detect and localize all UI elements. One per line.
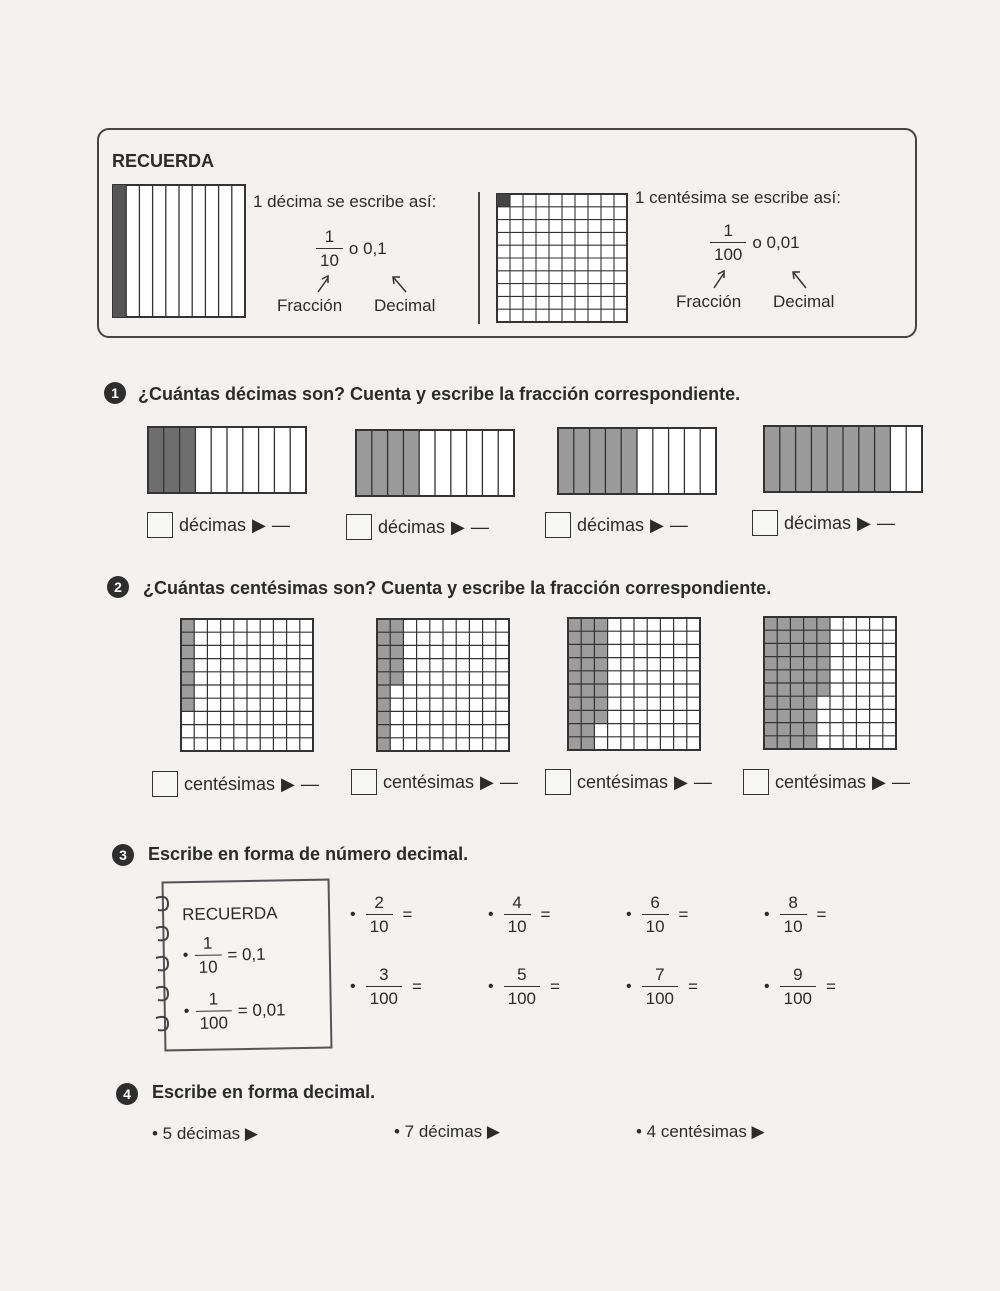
decimas-answer-row bbox=[147, 512, 290, 538]
shaded-hundredth bbox=[581, 697, 594, 710]
fraction-exercise-item bbox=[488, 894, 600, 935]
tenths-bar bbox=[557, 427, 717, 495]
exercise4-item-2: • 7 décimas ▶ bbox=[394, 1122, 500, 1141]
decimas-answer-row bbox=[545, 512, 688, 538]
shaded-hundredth bbox=[568, 710, 581, 723]
shaded-tenth bbox=[558, 428, 574, 494]
decimal-answer-blank[interactable] bbox=[846, 977, 886, 997]
shaded-hundredth bbox=[181, 672, 194, 685]
decima-fraction-group bbox=[316, 228, 387, 269]
decimal-answer-blank[interactable] bbox=[422, 905, 462, 925]
shaded-hundredth bbox=[804, 683, 817, 696]
shaded-hundredth bbox=[777, 657, 790, 670]
hundredths-grid bbox=[567, 617, 701, 751]
shaded-hundredth bbox=[764, 709, 777, 722]
exercise2-number: 2 bbox=[107, 576, 129, 598]
shaded-hundredth bbox=[594, 618, 607, 631]
shaded-tenth bbox=[780, 426, 796, 492]
answer-input-box[interactable] bbox=[351, 769, 377, 795]
shaded-hundredth bbox=[777, 643, 790, 656]
bullet: • bbox=[488, 905, 494, 923]
arrow-icon: ▶ bbox=[650, 514, 664, 535]
shaded-hundredth bbox=[817, 657, 830, 670]
shaded-tenth bbox=[388, 430, 404, 496]
shaded-hundredth bbox=[764, 670, 777, 683]
bullet: • bbox=[488, 977, 494, 995]
fraction-exercise-item bbox=[626, 894, 738, 935]
note-line1 bbox=[182, 934, 266, 976]
decimal-answer-blank[interactable] bbox=[432, 977, 472, 997]
shaded-hundredth bbox=[581, 631, 594, 644]
decima-model bbox=[112, 184, 246, 318]
bullet: • bbox=[182, 946, 189, 964]
answer-input-box[interactable] bbox=[545, 769, 571, 795]
shaded-tenth bbox=[403, 430, 419, 496]
tenths-bar bbox=[763, 425, 923, 493]
arrow-icon: ▶ bbox=[480, 771, 494, 792]
fraction-answer-blank[interactable]: — bbox=[876, 512, 895, 533]
fraction: $\frac{5}{100}$ bbox=[504, 966, 540, 1007]
shaded-hundredth bbox=[377, 619, 390, 632]
shaded-hundredth bbox=[181, 659, 194, 672]
shaded-tenth bbox=[843, 426, 859, 492]
shaded-hundredth bbox=[804, 630, 817, 643]
shaded-hundredth bbox=[377, 738, 390, 751]
shaded-hundredth bbox=[777, 709, 790, 722]
fraction: $\frac{4}{10}$ bbox=[504, 894, 531, 935]
centesima-caption: 1 centésima se escribe así: bbox=[635, 188, 841, 207]
shaded-hundredth bbox=[581, 658, 594, 671]
decimal-answer-blank[interactable] bbox=[708, 977, 748, 997]
unit-label: décimas bbox=[784, 512, 852, 533]
shaded-hundredth bbox=[790, 683, 803, 696]
arrow-icon: ▶ bbox=[857, 512, 871, 533]
centesimas-answer-row bbox=[351, 769, 518, 795]
centesimas-answer-row bbox=[152, 771, 319, 797]
shaded-hundredth bbox=[568, 737, 581, 750]
shaded-hundredth bbox=[390, 672, 403, 685]
shaded-hundredth bbox=[790, 723, 803, 736]
shaded-hundredth bbox=[377, 672, 390, 685]
shaded-hundredth bbox=[594, 658, 607, 671]
shaded-hundredth bbox=[804, 723, 817, 736]
shaded-hundredth bbox=[804, 709, 817, 722]
shaded-hundredth bbox=[568, 631, 581, 644]
exercise4-number: 4 bbox=[116, 1083, 138, 1105]
recuerda-divider bbox=[478, 192, 480, 324]
answer-input-box[interactable] bbox=[152, 771, 178, 797]
shaded-hundredth bbox=[181, 632, 194, 645]
fraction: $\frac{3}{100}$ bbox=[366, 966, 402, 1007]
shaded-hundredth bbox=[790, 696, 803, 709]
spiral-binding-icon bbox=[152, 890, 174, 1040]
exercise4-title: Escribe en forma decimal. bbox=[152, 1082, 376, 1102]
shaded-hundredth bbox=[581, 724, 594, 737]
shaded-hundredth bbox=[581, 710, 594, 723]
fraction-answer-blank[interactable]: — bbox=[499, 771, 518, 792]
shaded-hundredth bbox=[804, 736, 817, 749]
bullet: • bbox=[764, 905, 770, 923]
equals-sign: = bbox=[825, 976, 836, 996]
shaded-hundredth bbox=[790, 736, 803, 749]
decima-caption: 1 décima se escribe así: bbox=[253, 192, 437, 211]
decima-arrows bbox=[310, 272, 420, 294]
shaded-hundredth bbox=[804, 643, 817, 656]
equals-sign: = bbox=[678, 904, 689, 924]
hundredths-grid bbox=[376, 618, 510, 752]
arrow-icon: ▶ bbox=[252, 514, 266, 535]
shaded-hundredth bbox=[764, 683, 777, 696]
decimal-answer-blank[interactable] bbox=[698, 905, 738, 925]
shaded-hundredth bbox=[594, 710, 607, 723]
shaded-hundredth bbox=[568, 724, 581, 737]
decima-label-fraction: Fracción bbox=[277, 296, 343, 315]
shaded-hundredth bbox=[790, 617, 803, 630]
shaded-hundredth bbox=[568, 697, 581, 710]
shaded-hundredth bbox=[594, 684, 607, 697]
fraction-exercise-item bbox=[626, 966, 748, 1007]
shaded-hundredth bbox=[804, 670, 817, 683]
shaded-hundredth bbox=[777, 696, 790, 709]
shaded-hundredth bbox=[804, 657, 817, 670]
recuerda-title: RECUERDA bbox=[112, 151, 215, 171]
shaded-hundredth bbox=[390, 645, 403, 658]
shaded-hundredth bbox=[764, 630, 777, 643]
shaded-hundredth bbox=[594, 697, 607, 710]
shaded-hundredth bbox=[581, 618, 594, 631]
shaded-tenth bbox=[180, 427, 196, 493]
shaded-hundredth bbox=[377, 725, 390, 738]
arrow-icon: ▶ bbox=[872, 771, 886, 792]
shaded-tenth bbox=[811, 426, 827, 492]
shaded-hundredth bbox=[594, 631, 607, 644]
centesima-arrows bbox=[706, 266, 816, 290]
shaded-hundredth bbox=[777, 683, 790, 696]
fraction-answer-blank[interactable]: — bbox=[470, 516, 489, 537]
tenths-bar bbox=[147, 426, 307, 494]
shaded-hundredth bbox=[804, 696, 817, 709]
shaded-tenth bbox=[148, 427, 164, 493]
shaded-hundredth bbox=[377, 685, 390, 698]
answer-input-box[interactable] bbox=[147, 512, 173, 538]
shaded-hundredth bbox=[764, 736, 777, 749]
shaded-tenth bbox=[621, 428, 637, 494]
fraction-answer-blank[interactable]: — bbox=[271, 514, 290, 535]
fraction: $\frac{7}{100}$ bbox=[642, 966, 678, 1007]
hundredths-grid bbox=[763, 616, 897, 750]
shaded-tenth bbox=[574, 428, 590, 494]
shaded-hundredth bbox=[594, 671, 607, 684]
shaded-hundredth bbox=[568, 644, 581, 657]
centesima-model bbox=[496, 193, 628, 323]
shaded-hundredth bbox=[181, 619, 194, 632]
shaded-hundredth bbox=[777, 617, 790, 630]
recuerda-note-card bbox=[162, 879, 333, 1052]
bullet: • bbox=[764, 977, 770, 995]
decimal-answer-blank[interactable] bbox=[836, 905, 876, 925]
fraction-answer-blank[interactable]: — bbox=[300, 773, 319, 794]
fraction-exercise-item bbox=[764, 894, 876, 935]
decimal-answer-blank[interactable] bbox=[560, 905, 600, 925]
arrow-icon: ▶ bbox=[674, 771, 688, 792]
shaded-hundredth bbox=[804, 617, 817, 630]
shaded-hundredth bbox=[377, 711, 390, 724]
shaded-hundredth bbox=[764, 723, 777, 736]
exercise3-title: Escribe en forma de número decimal. bbox=[148, 844, 469, 864]
centesima-label-fraction: Fracción bbox=[676, 292, 742, 311]
exercise4-item-3: • 4 centésimas ▶ bbox=[636, 1122, 765, 1141]
exercise3-number: 3 bbox=[112, 844, 134, 866]
shaded-hundredth bbox=[377, 659, 390, 672]
note-line2 bbox=[183, 989, 285, 1032]
shaded-hundredth bbox=[777, 630, 790, 643]
equals-sign: = bbox=[402, 904, 413, 924]
shaded-hundredth bbox=[594, 644, 607, 657]
unit-label: décimas bbox=[378, 516, 446, 537]
bullet: • bbox=[626, 977, 632, 995]
note-value1: = 0,1 bbox=[227, 944, 266, 964]
decimas-answer-row bbox=[346, 514, 489, 540]
shaded-tenth bbox=[859, 426, 875, 492]
shaded-hundredth bbox=[581, 671, 594, 684]
shaded-hundredth bbox=[764, 657, 777, 670]
bullet: • bbox=[350, 977, 356, 995]
shaded-tenth bbox=[590, 428, 606, 494]
shaded-hundredth bbox=[790, 630, 803, 643]
shaded-hundredth bbox=[790, 670, 803, 683]
arrow-icon: ▶ bbox=[281, 773, 295, 794]
shaded-hundredth bbox=[390, 619, 403, 632]
shaded-hundredth bbox=[377, 698, 390, 711]
answer-input-box[interactable] bbox=[752, 510, 778, 536]
arrow-icon: ▶ bbox=[451, 516, 465, 537]
shaded-hundredth bbox=[777, 736, 790, 749]
fraction-answer-blank[interactable]: — bbox=[669, 514, 688, 535]
fraction-answer-blank[interactable]: — bbox=[693, 771, 712, 792]
centesima-label-decimal: Decimal bbox=[773, 292, 835, 311]
shaded-hundredth bbox=[777, 670, 790, 683]
decima-label-decimal: Decimal bbox=[374, 296, 436, 315]
note-fraction2: $\frac{1}{100}$ bbox=[195, 990, 232, 1032]
shaded-hundredth bbox=[817, 670, 830, 683]
decima-decimal: o 0,1 bbox=[348, 238, 387, 258]
shaded-hundredth bbox=[790, 657, 803, 670]
note-fraction1: $\frac{1}{10}$ bbox=[194, 934, 222, 975]
exercise1-number: 1 bbox=[104, 382, 126, 404]
answer-input-box[interactable] bbox=[743, 769, 769, 795]
shaded-hundredth bbox=[790, 643, 803, 656]
unit-label: centésimas bbox=[775, 771, 867, 792]
shaded-hundredth bbox=[181, 698, 194, 711]
unit-label: centésimas bbox=[184, 773, 276, 794]
fraction-exercise-item bbox=[350, 966, 472, 1007]
shaded-tenth bbox=[827, 426, 843, 492]
centesimas-answer-row bbox=[743, 769, 910, 795]
bullet: • bbox=[183, 1002, 190, 1020]
note-value2: = 0,01 bbox=[237, 999, 286, 1020]
note-title: RECUERDA bbox=[181, 903, 278, 925]
shaded-hundredth bbox=[817, 630, 830, 643]
bullet: • bbox=[350, 905, 356, 923]
shaded-hundredth bbox=[581, 684, 594, 697]
centesima-decimal: o 0,01 bbox=[752, 232, 800, 252]
equals-sign: = bbox=[549, 976, 560, 996]
fraction-exercise-item bbox=[764, 966, 886, 1007]
centesima-fraction-group bbox=[710, 222, 800, 263]
shaded-tenth bbox=[796, 426, 812, 492]
shaded-hundredth bbox=[777, 723, 790, 736]
centesima-fraction: $\frac{1}{100}$ bbox=[710, 222, 746, 263]
fraction: $\frac{8}{10}$ bbox=[780, 894, 807, 935]
tenths-bar bbox=[355, 429, 515, 497]
centesimas-answer-row bbox=[545, 769, 712, 795]
shaded-hundredth bbox=[817, 617, 830, 630]
shaded-hundredth bbox=[390, 632, 403, 645]
shaded-tenth bbox=[356, 430, 372, 496]
unit-label: centésimas bbox=[383, 771, 475, 792]
equals-sign: = bbox=[540, 904, 551, 924]
shaded-hundredth bbox=[377, 645, 390, 658]
exercise4-item-1: • 5 décimas ▶ bbox=[152, 1124, 258, 1143]
shaded-hundredth bbox=[390, 659, 403, 672]
fraction: $\frac{2}{10}$ bbox=[366, 894, 393, 935]
fraction-exercise-item bbox=[488, 966, 610, 1007]
shaded-hundredth bbox=[568, 618, 581, 631]
shaded-hundredth bbox=[568, 684, 581, 697]
bullet: • bbox=[626, 905, 632, 923]
shaded-hundredth bbox=[377, 632, 390, 645]
shaded-hundredth bbox=[581, 644, 594, 657]
shaded-tenth bbox=[164, 427, 180, 493]
shaded-hundredth bbox=[790, 709, 803, 722]
shaded-tenth bbox=[764, 426, 780, 492]
shaded-hundredth bbox=[181, 685, 194, 698]
shaded-hundredth bbox=[581, 737, 594, 750]
shaded-hundredth bbox=[568, 658, 581, 671]
exercise1-title: ¿Cuántas décimas son? Cuenta y escribe la fracción correspondiente. bbox=[138, 384, 741, 404]
unit-label: décimas bbox=[179, 514, 247, 535]
answer-input-box[interactable] bbox=[545, 512, 571, 538]
shaded-hundredth bbox=[817, 643, 830, 656]
shaded-hundredth bbox=[764, 617, 777, 630]
equals-sign: = bbox=[816, 904, 827, 924]
decimas-answer-row bbox=[752, 510, 895, 536]
shaded-hundredth bbox=[181, 645, 194, 658]
exercise2-title: ¿Cuántas centésimas son? Cuenta y escribe la fracción correspondiente. bbox=[143, 578, 772, 598]
unit-label: décimas bbox=[577, 514, 645, 535]
fraction-exercise-item bbox=[350, 894, 462, 935]
shaded-tenth bbox=[372, 430, 388, 496]
fraction-answer-blank[interactable]: — bbox=[891, 771, 910, 792]
decimal-answer-blank[interactable] bbox=[570, 977, 610, 997]
equals-sign: = bbox=[687, 976, 698, 996]
equals-sign: = bbox=[411, 976, 422, 996]
decima-fraction: $\frac{1}{10}$ bbox=[316, 228, 343, 269]
hundredths-grid bbox=[180, 618, 314, 752]
fraction: $\frac{9}{100}$ bbox=[780, 966, 816, 1007]
fraction: $\frac{6}{10}$ bbox=[642, 894, 669, 935]
shaded-tenth bbox=[875, 426, 891, 492]
shaded-hundredth bbox=[764, 643, 777, 656]
answer-input-box[interactable] bbox=[346, 514, 372, 540]
unit-label: centésimas bbox=[577, 771, 669, 792]
shaded-hundredth bbox=[817, 683, 830, 696]
shaded-hundredth bbox=[568, 671, 581, 684]
shaded-tenth bbox=[605, 428, 621, 494]
shaded-hundredth bbox=[764, 696, 777, 709]
